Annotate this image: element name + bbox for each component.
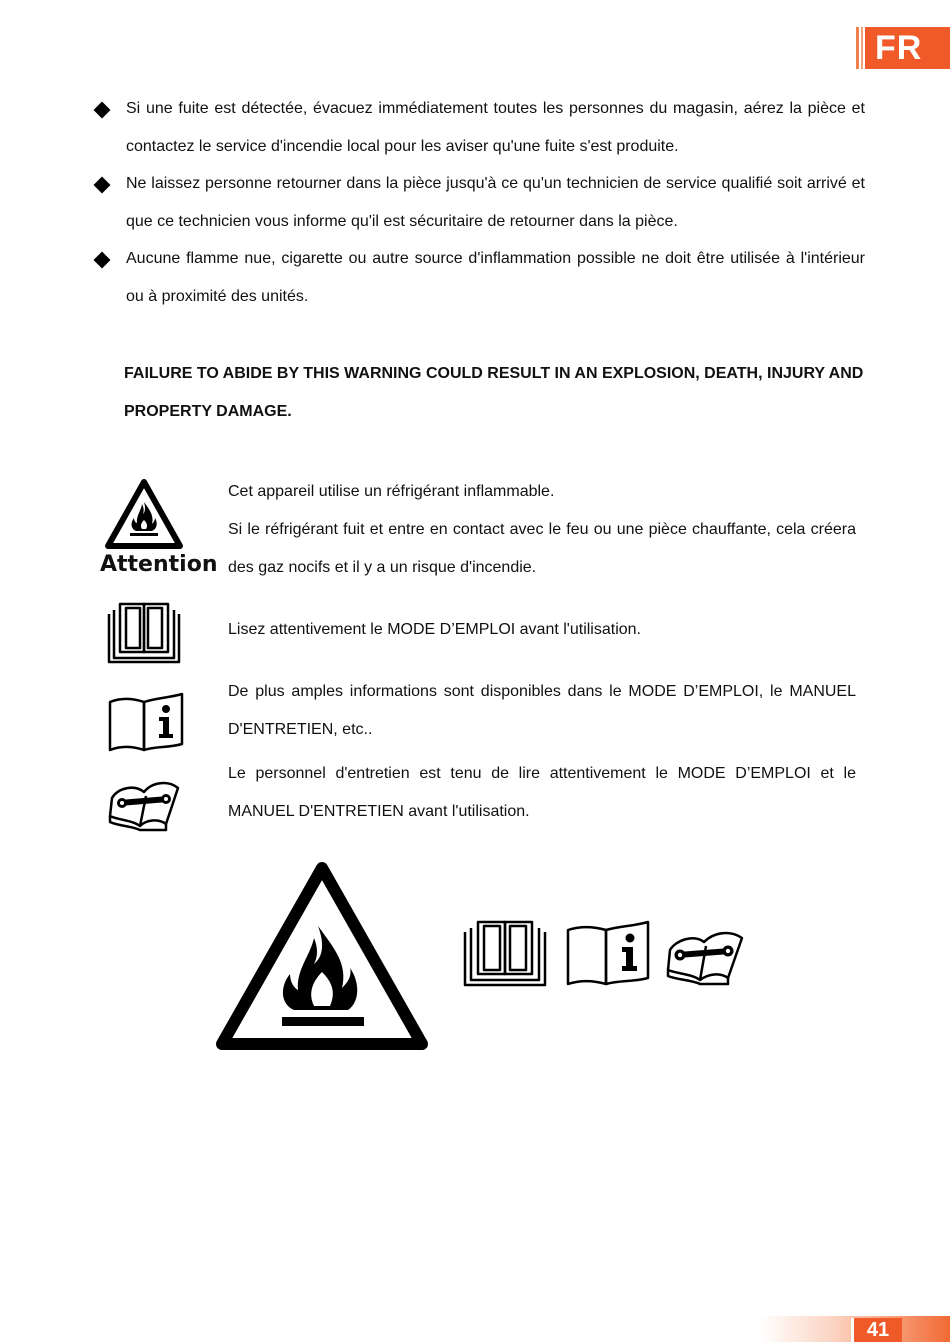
warning-text: FAILURE TO ABIDE BY THIS WARNING COULD RESULT IN AN EXPLOSION, DEATH, INJURY AND PROPERTY DAMAGE. xyxy=(124,365,864,420)
read-manual-text: Lisez attentivement le MODE D’EMPLOI avant l'utilisation. xyxy=(228,621,641,638)
attention-label: Attention xyxy=(100,552,218,577)
bullet-text: Si une fuite est détectée, évacuez immédiatement toutes les personnes du magasin, aérez la pièce et contactez le service d'incendie local pour les aviser qu'une fuite s'est produite. xyxy=(126,100,865,155)
attention-line-1: Cet appareil utilise un réfrigérant inflammable. xyxy=(228,483,555,500)
page-number: 41 xyxy=(851,1318,902,1342)
service-manual-icon xyxy=(664,920,746,993)
flammable-warning-icon xyxy=(104,478,184,555)
safety-bullet-list xyxy=(90,90,865,315)
flammable-warning-icon xyxy=(214,860,430,1057)
info-manual-icon xyxy=(106,690,186,759)
bullet-text: Ne laissez personne retourner dans la pièce jusqu'à ce qu'un technicien de service qualifié soit arrivé et que ce technicien vous informe qu'il est sécuritaire de retourner dans la pièce. xyxy=(126,175,865,230)
language-label: FR xyxy=(865,27,950,69)
tab-stripe xyxy=(856,27,859,69)
read-manual-icon xyxy=(462,918,548,993)
service-text: Le personnel d'entretien est tenu de lire attentivement le MODE D’EMPLOI et le MANUEL D'ENTRETIEN avant l'utilisation. xyxy=(228,765,856,820)
language-tab xyxy=(856,27,950,69)
list-item xyxy=(90,165,865,240)
read-manual-icon xyxy=(106,600,182,669)
diamond-bullet-icon xyxy=(94,252,111,269)
bullet-text: Aucune flamme nue, cigarette ou autre source d'inflammation possible ne doit être utilisée à l'intérieur ou à proximité des unités. xyxy=(126,250,865,305)
diamond-bullet-icon xyxy=(94,102,111,119)
attention-line-2: Si le réfrigérant fuit et entre en contact avec le feu ou une pièce chauffante, cela créera des gaz nocifs et il y a un risque d'incendie. xyxy=(228,521,856,576)
service-manual-icon xyxy=(106,770,182,839)
diamond-bullet-icon xyxy=(94,177,111,194)
list-item xyxy=(90,240,865,315)
list-item xyxy=(90,90,865,165)
more-info-text: De plus amples informations sont disponibles dans le MODE D’EMPLOI, le MANUEL D'ENTRETIEN, etc.. xyxy=(228,683,856,738)
tab-stripe xyxy=(861,27,863,69)
info-manual-icon xyxy=(564,918,652,993)
